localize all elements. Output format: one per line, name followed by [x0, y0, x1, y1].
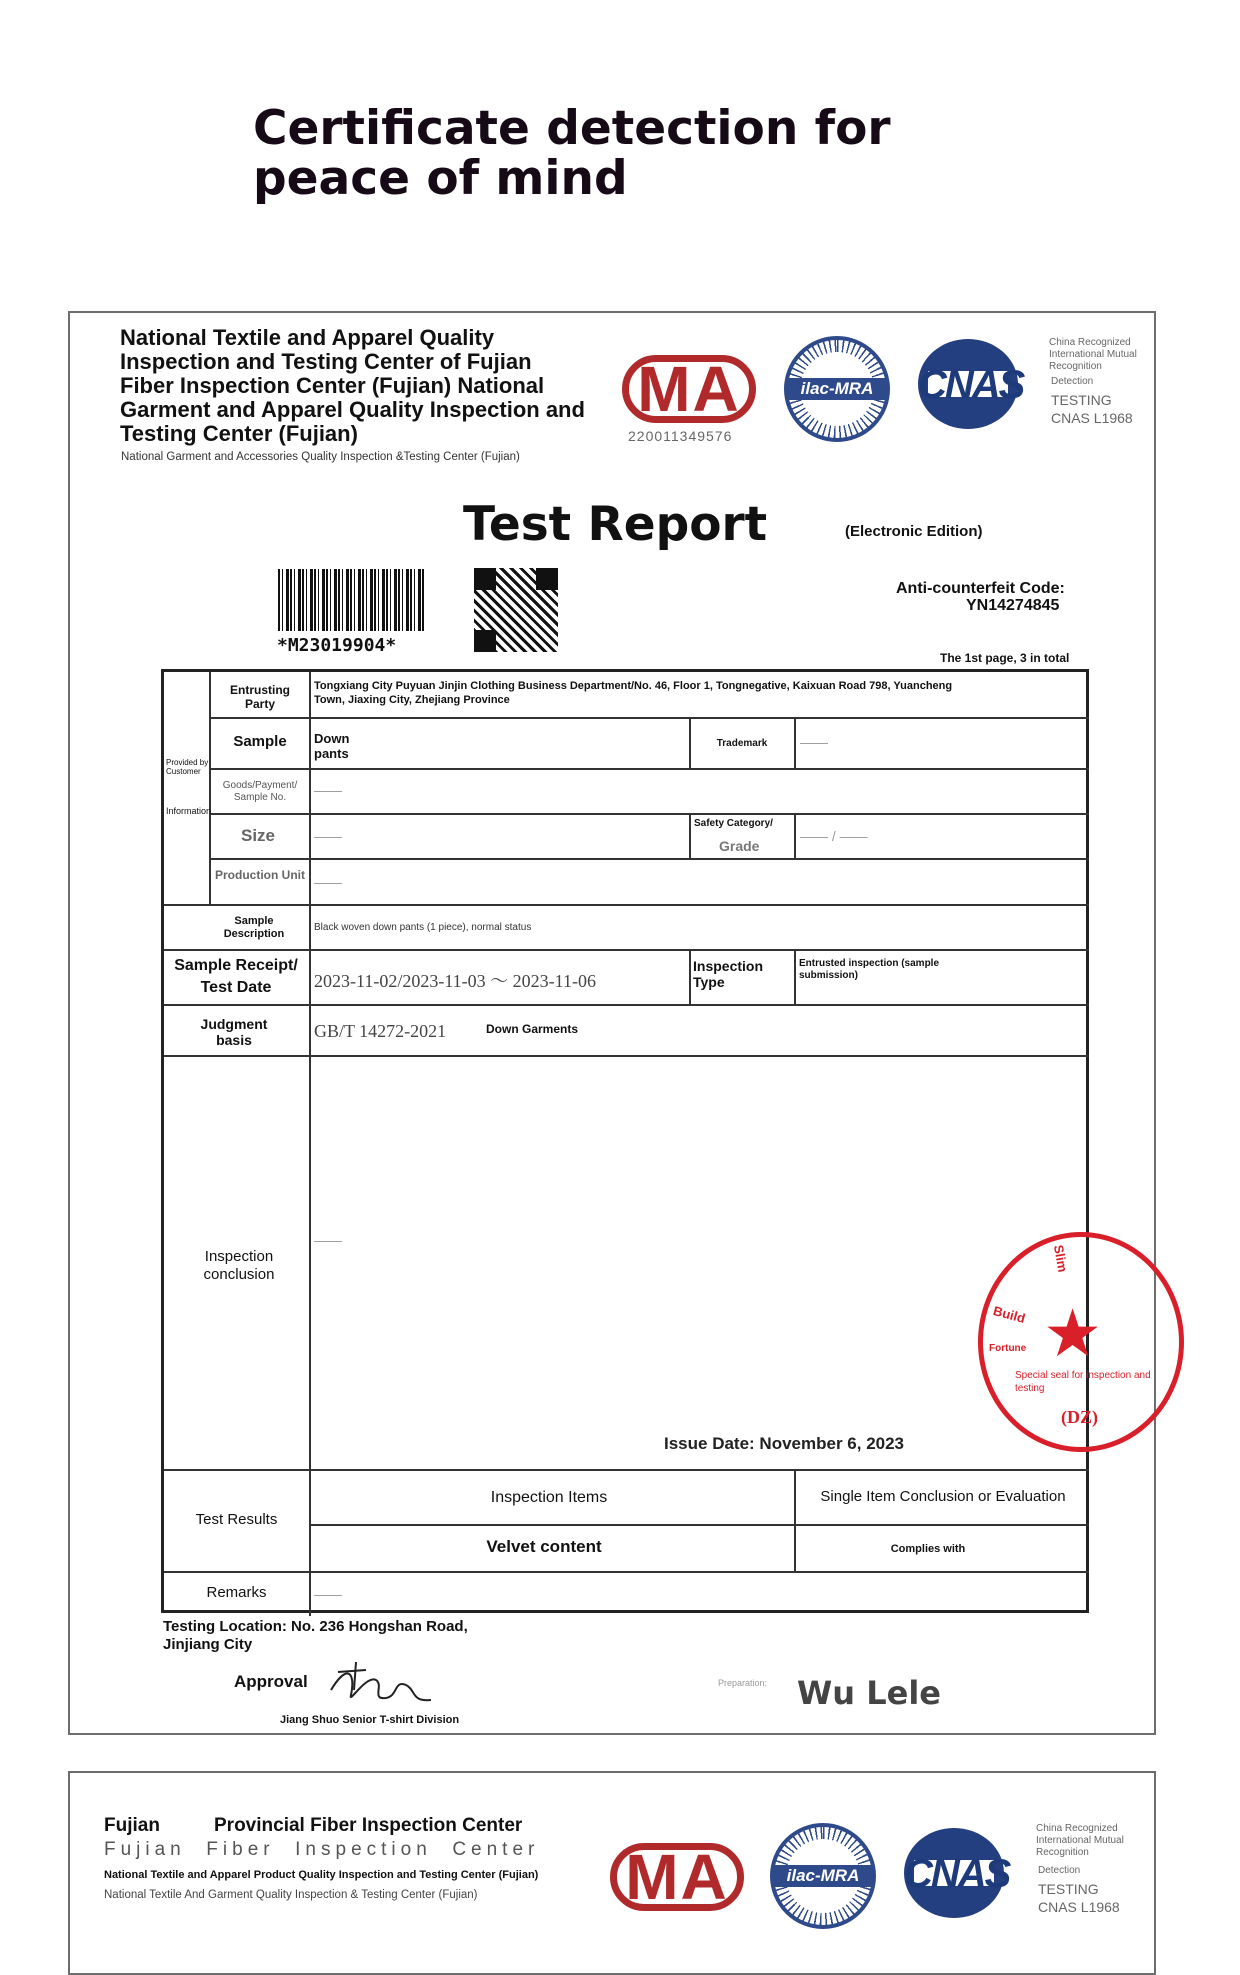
- inspection-items-header: Inspection Items: [490, 1489, 608, 1506]
- judgment-standard: GB/T 14272-2021: [314, 1021, 447, 1041]
- sample-receipt-value: 2023-11-02/2023-11-03 ～ 2023-11-06: [314, 971, 596, 991]
- page-info: The 1st page, 3 in total: [940, 651, 1070, 665]
- cnas-logo: CNAS: [918, 339, 1018, 429]
- cert2-name-a: Fujian: [104, 1815, 160, 1836]
- inspection-type-value: Entrusted inspection (sample submission): [799, 958, 940, 981]
- approval-division: Jiang Shuo Senior T-shirt Division: [280, 1714, 460, 1726]
- sample-value: Down pants: [314, 731, 350, 761]
- provided-by-label: Provided by Customer: [166, 758, 209, 776]
- cert2-detection-label: Detection: [1038, 1865, 1081, 1876]
- qr-code-image[interactable]: [474, 568, 558, 652]
- barcode-text: *M23019904*: [277, 635, 397, 656]
- trademark-label: Trademark: [716, 738, 768, 749]
- judgment-basis-label: Judgment basis: [200, 1016, 268, 1048]
- cert2-ilac-mra-logo: ilac-MRA: [770, 1823, 876, 1929]
- recognition-text: China Recognized International Mutual Recognition: [1049, 337, 1137, 372]
- edition-label: (Electronic Edition): [845, 523, 983, 540]
- trademark-value: ——: [800, 734, 828, 750]
- velvet-content-result: Complies with: [890, 1543, 966, 1555]
- cert2-testing-label: TESTING: [1038, 1881, 1099, 1897]
- org-subtitle: National Garment and Accessories Quality Inspection &Testing Center (Fujian): [121, 451, 520, 463]
- cnas-number: CNAS L1968: [1051, 410, 1133, 426]
- sample-description-label: Sample Description: [223, 915, 285, 940]
- barcode-image: [278, 569, 426, 631]
- sample-label: Sample: [233, 733, 287, 750]
- grade-label: Grade: [719, 838, 760, 854]
- single-item-conclusion-header: Single Item Conclusion or Evaluation: [820, 1488, 1066, 1505]
- detection-label: Detection: [1051, 376, 1094, 387]
- preparer-name: Wu Lele: [797, 1674, 941, 1712]
- inspection-conclusion-label: Inspection conclusion: [203, 1248, 275, 1283]
- testing-label: TESTING: [1051, 392, 1112, 408]
- page-headline: Certificate detection for peace of mind: [253, 101, 891, 206]
- cert2-name-en: Fujian Fiber Inspection Center: [104, 1839, 540, 1860]
- cert2-recognition-text: China Recognized International Mutual Recognition: [1036, 1823, 1124, 1858]
- remarks-value: ——: [314, 1586, 342, 1602]
- inspection-type-label: Inspection Type: [693, 958, 764, 990]
- seal-star-icon: ★: [1043, 1295, 1103, 1372]
- approval-label: Approval: [234, 1672, 308, 1691]
- information-label: Information: [166, 806, 212, 816]
- inspection-seal: ★ Slim Build Fortune Special seal for inspection and testing (DZ): [978, 1232, 1184, 1452]
- velvet-content-item: Velvet content: [486, 1537, 602, 1556]
- approval-signature: [326, 1660, 436, 1710]
- production-unit-value: ——: [314, 874, 342, 890]
- cert2-cnas-logo: CNAS: [904, 1828, 1004, 1918]
- cert2-cnas-number: CNAS L1968: [1038, 1899, 1120, 1915]
- cert2-subtitle2: National Textile And Garment Quality Inspection & Testing Center (Fujian): [104, 1889, 478, 1901]
- anti-counterfeit-label: Anti-counterfeit Code:: [896, 580, 1065, 597]
- org-name: National Textile and Apparel Quality Inspection and Testing Center of Fujian Fiber Inspection Center (Fujian) National Garment and Apparel Quality Inspection and Testing Center (Fujian): [120, 325, 585, 446]
- judgment-value: Down Garments: [486, 1022, 579, 1036]
- test-results-label: Test Results: [195, 1511, 278, 1528]
- report-table: [161, 669, 1089, 1613]
- sample-description-value: Black woven down pants (1 piece), normal status: [314, 922, 532, 933]
- safety-grade-value: —— / ——: [800, 828, 868, 844]
- preparation-label: Preparation:: [718, 1678, 768, 1688]
- production-unit-label: Production Unit: [215, 868, 305, 882]
- size-value: ——: [314, 828, 342, 844]
- entrusting-party-value: Tongxiang City Puyuan Jinjin Clothing Business Department/No. 46, Floor 1, Tongnegative, Kaixuan Road 798, Yuancheng Town, Jiaxing City, Zhejiang Province: [314, 680, 953, 706]
- entrusting-party-label: Entrusting Party: [230, 683, 290, 711]
- anti-counterfeit-code: YN14274845: [966, 597, 1060, 614]
- goods-payment-value: ——: [314, 782, 342, 798]
- cma-logo: MA: [622, 355, 756, 423]
- ilac-mra-logo: ilac-MRA: [784, 336, 890, 442]
- cma-number: 220011349576: [628, 428, 733, 444]
- inspection-conclusion-value: ——: [314, 1232, 342, 1248]
- cert2-name-b: Provincial Fiber Inspection Center: [214, 1815, 523, 1836]
- cert2-cma-logo: MA: [610, 1843, 744, 1911]
- remarks-label: Remarks: [206, 1584, 267, 1601]
- size-label: Size: [240, 826, 276, 845]
- sample-receipt-label: Sample Receipt/ Test Date: [174, 957, 298, 996]
- second-certificate: [68, 1771, 1156, 1975]
- issue-date: Issue Date: November 6, 2023: [664, 1434, 905, 1453]
- goods-payment-label: Goods/Payment/ Sample No.: [222, 780, 298, 803]
- safety-category-label: Safety Category/: [694, 818, 773, 829]
- report-title: Test Report: [463, 497, 768, 552]
- testing-location: Testing Location: No. 236 Hongshan Road, Jinjiang City: [163, 1618, 468, 1653]
- cert2-subtitle: National Textile and Apparel Product Quality Inspection and Testing Center (Fujian): [104, 1869, 539, 1881]
